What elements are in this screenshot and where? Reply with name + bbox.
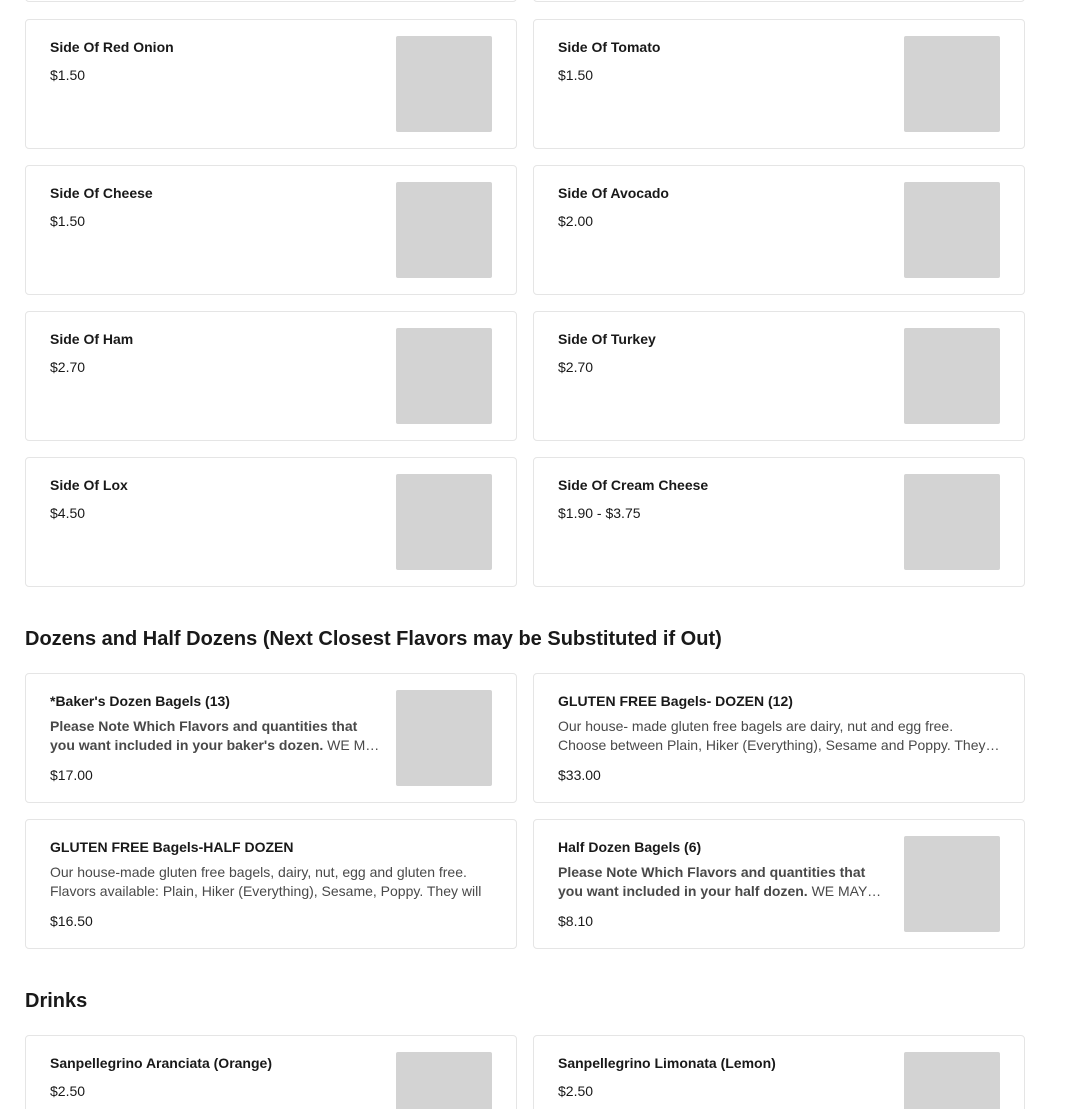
menu-item-card[interactable] [25,819,517,949]
item-image-placeholder [904,474,1000,570]
section-title-dozens: Dozens and Half Dozens (Next Closest Flavors may be Substituted if Out) [25,628,722,650]
item-name: Side Of Tomato [558,39,661,55]
item-image-placeholder [396,36,492,132]
menu-item-card[interactable] [25,311,517,441]
item-price: $1.50 [50,67,86,83]
item-image-placeholder [904,182,1000,278]
item-description-rest: Our house-made gluten free bagels, dairy, nut, egg and gluten free. Flavors available: Plain, Hiker (Everything), Sesame, Poppy. They will [50,864,482,899]
item-name: GLUTEN FREE Bagels- DOZEN (12) [558,693,793,709]
item-price: $2.70 [558,359,594,375]
item-name: Side Of Cheese [50,185,153,201]
item-price: $17.00 [50,767,93,783]
menu-item-card[interactable] [25,19,517,149]
item-description-rest: Our house- made gluten free bagels are dairy, nut and egg free. Choose between Plain, Hiker (Everything), Sesame and Poppy. They [558,718,986,753]
item-price: $2.50 [558,1083,594,1099]
menu-item-card-partial[interactable] [533,0,1025,2]
item-image-placeholder [904,36,1000,132]
item-name: *Baker's Dozen Bagels (13) [50,693,230,709]
item-name: Side Of Avocado [558,185,669,201]
item-price: $33.00 [558,767,601,783]
menu-item-card[interactable] [533,673,1025,803]
item-image-placeholder [904,1052,1000,1109]
item-name: Sanpellegrino Aranciata (Orange) [50,1055,272,1071]
item-price: $1.50 [558,67,594,83]
menu-item-card[interactable] [25,1035,517,1109]
menu-item-card[interactable] [533,19,1025,149]
item-description-rest: WE MAY [327,737,383,753]
menu-item-card[interactable] [533,457,1025,587]
item-name: Half Dozen Bagels (6) [558,839,702,855]
menu-item-card[interactable] [533,1035,1025,1109]
item-image-placeholder [396,182,492,278]
item-price: $4.50 [50,505,86,521]
item-name: Side Of Turkey [558,331,656,347]
item-description-bold: Please Note Which Flavors and quantities that you want included in your half dozen. [558,864,866,899]
item-description-bold: Please Note Which Flavors and quantities that you want included in your baker's dozen. [50,718,358,753]
menu-item-card[interactable] [533,311,1025,441]
item-description-rest: WE MAY [811,883,868,899]
item-description [50,863,492,901]
item-name: GLUTEN FREE Bagels-HALF DOZEN [50,839,294,855]
item-image-placeholder [904,836,1000,932]
item-name: Side Of Red Onion [50,39,174,55]
item-image-placeholder [396,1052,492,1109]
item-description [50,717,384,755]
item-image-placeholder [396,328,492,424]
item-price: $2.50 [50,1083,86,1099]
item-name: Side Of Ham [50,331,134,347]
item-description [558,717,1000,755]
menu-item-card[interactable] [533,165,1025,295]
item-name: Side Of Cream Cheese [558,477,709,493]
menu-item-card-partial[interactable] [25,0,517,2]
item-price: $1.90 - $3.75 [558,505,641,521]
section-title-drinks: Drinks [25,990,88,1012]
item-image-placeholder [396,690,492,786]
menu-item-card[interactable] [25,457,517,587]
item-price: $2.00 [558,213,594,229]
menu-item-card[interactable] [533,819,1025,949]
item-name: Side Of Lox [50,477,128,493]
menu-item-card[interactable] [25,673,517,803]
item-price: $8.10 [558,913,594,929]
item-price: $16.50 [50,913,93,929]
item-price: $1.50 [50,213,86,229]
item-image-placeholder [396,474,492,570]
menu-item-card[interactable] [25,165,517,295]
item-image-placeholder [904,328,1000,424]
item-description [558,863,892,901]
item-name: Sanpellegrino Limonata (Lemon) [558,1055,776,1071]
item-price: $2.70 [50,359,86,375]
